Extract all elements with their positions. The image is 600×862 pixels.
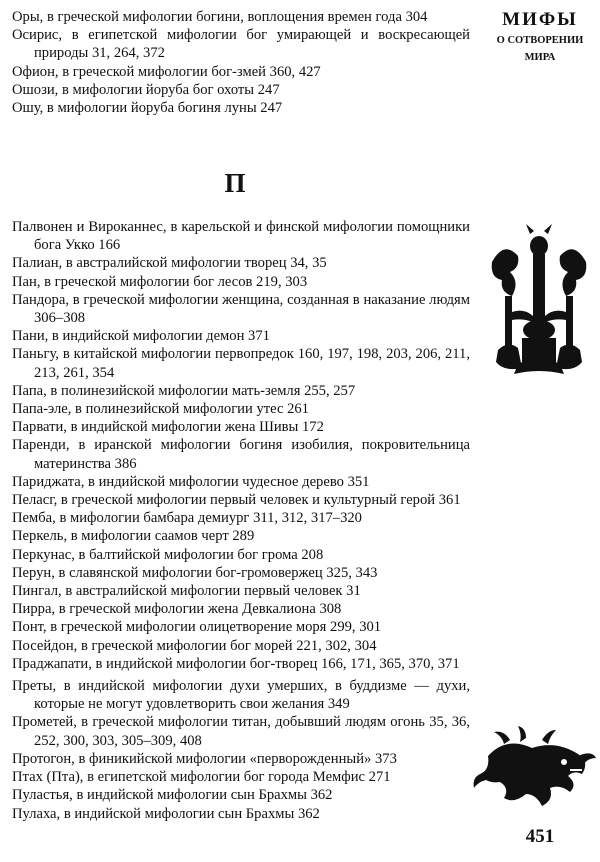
index-entry: Птах (Пта), в египетской мифологии бог города Мемфис 271 [12,769,391,786]
ornament-dragon-icon [470,726,598,816]
index-entries-o [12,8,470,117]
index-entry: Осирис, в египетской мифологии бог умирающей и воскресающей природы 31, 264, 372 [12,27,470,62]
index-entry: Пани, в индийской мифологии демон 371 [12,328,270,345]
index-entry: Папа, в полинезийской мифологии мать-земля 255, 257 [12,382,356,399]
ornament-figure-icon [480,222,598,380]
index-entry: Прометей, в греческой мифологии титан, добывший людям огонь 35, 36, 252, 300, 303, 305–309, 408 [12,714,470,749]
index-entry: Пандора, в греческой мифологии женщина, созданная в наказание людям 306–308 [12,291,470,327]
section-letter: П [224,168,246,198]
index-entry: Пуластья, в индийской мифологии сын Брахмы 362 [12,787,333,804]
index-entry: Перкунас, в балтийской мифологии бог грома 208 [12,546,324,563]
index-entry: Посейдон, в греческой мифологии бог морей 221, 302, 304 [12,637,377,654]
index-entry: Пирра, в греческой мифологии жена Девкалиона 308 [12,601,342,618]
index-entry: Перун, в славянской мифологии бог-громовержец 325, 343 [12,564,378,581]
index-entry: Пулаха, в индийской мифологии сын Брахмы 362 [12,805,320,822]
index-entry: Паренди, в иранской мифологии богиня изобилия, покровительница материнства 386 [12,437,470,472]
index-entry: Пемба, в мифологии бамбара демиург 311, 312, 317–320 [12,510,362,527]
index-entry: Парвати, в индийской мифологии жена Шивы 172 [12,419,324,436]
index-entry: Пингал, в австралийской мифологии первый человек 31 [12,583,361,600]
index-entry: Праджапати, в индийской мифологии бог-творец 166, 171, 365, 370, 371 [12,655,460,672]
index-entry: Палиан, в австралийской мифологии творец 34, 35 [12,255,327,272]
index-entry: Палвонен и Вироканнес, в карельской и финской мифологии помощники бога Укко 166 [12,219,470,254]
index-entry: Паньгу, в китайской мифологии первопредок 160, 197, 198, 203, 206, 211, 213, 261, 354 [12,346,470,381]
index-entries-p [12,218,470,823]
index-entry: Ошози, в мифологии йоруба бог охоты 247 [12,81,280,98]
index-entry: Понт, в греческой мифологии олицетворение моря 299, 301 [12,619,382,636]
index-entry: Офион, в греческой мифологии бог-змей 360, 427 [12,63,321,80]
page-number: 451 [525,826,555,847]
index-entry: Перкель, в мифологии саамов черт 289 [12,528,255,545]
index-entry: Пан, в греческой мифологии бог лесов 219, 303 [12,273,308,290]
index-entry: Оры, в греческой мифологии богини, воплощения времен года 304 [12,9,428,25]
index-entry: Папа-эле, в полинезийской мифологии утес 261 [12,401,309,418]
index-entry: Протогон, в финикийской мифологии «перворожденный» 373 [12,750,397,767]
index-entry: Париджата, в индийской мифологии чудесное дерево 351 [12,473,370,490]
index-entry: Ошу, в мифологии йоруба богиня луны 247 [12,100,283,117]
header-subtitle-line1: О СОТВОРЕНИИ [496,35,584,46]
header-subtitle-line2: МИРА [524,52,556,63]
index-entry: Пеласг, в греческой мифологии первый человек и культурный герой 361 [12,492,461,509]
header-title: МИФЫ [502,9,578,30]
running-header [488,8,592,66]
index-entry: Преты, в индийской мифологии духи умерших, в буддизме — духи, которые не могут удовлетворить свои желания 349 [12,678,470,713]
